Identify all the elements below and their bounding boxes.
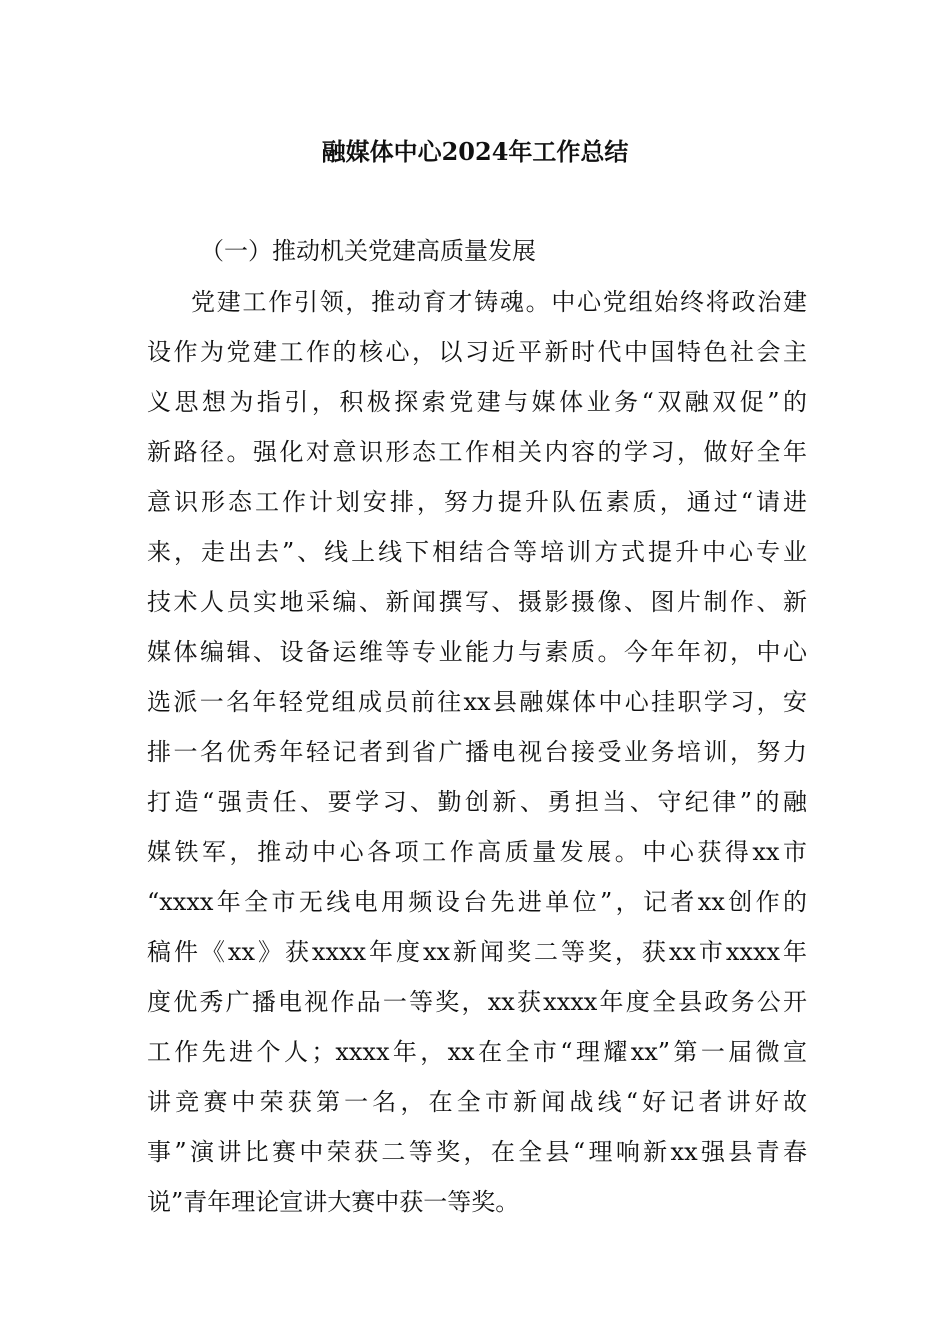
paragraph-line: 讲竞赛中荣获第一名，在全市新闻战线“好记者讲好故 (147, 1088, 807, 1116)
paragraph-line: 排一名优秀年轻记者到省广播电视台接受业务培训，努力 (147, 738, 807, 766)
paragraph-line: 新路径。强化对意识形态工作相关内容的学习，做好全年 (147, 438, 807, 466)
paragraph-line: 义思想为指引，积极探索党建与媒体业务“双融双促”的 (147, 388, 807, 416)
paragraph-line: 设作为党建工作的核心，以习近平新时代中国特色社会主 (147, 338, 807, 366)
paragraph-line: 媒铁军，推动中心各项工作高质量发展。中心获得xx市 (147, 838, 807, 866)
paragraph-line: 技术人员实地采编、新闻撰写、摄影摄像、图片制作、新 (147, 588, 807, 616)
paragraph-line: 说”青年理论宣讲大赛中获一等奖。 (147, 1188, 520, 1216)
paragraph-line: 事”演讲比赛中荣获二等奖，在全县“理响新xx强县青春 (147, 1138, 807, 1166)
paragraph-line: 党建工作引领，推动育才铸魂。中心党组始终将政治建 (191, 288, 807, 316)
paragraph-line: 意识形态工作计划安排，努力提升队伍素质，通过“请进 (147, 488, 807, 516)
paragraph-line: 选派一名年轻党组成员前往xx县融媒体中心挂职学习，安 (147, 688, 807, 716)
paragraph-line: 打造“强责任、要学习、勤创新、勇担当、守纪律”的融 (147, 788, 807, 816)
section-heading: （一）推动机关党建高质量发展 (200, 237, 536, 265)
body-paragraph (147, 282, 807, 1232)
paragraph-line: “xxxx年全市无线电用频设台先进单位”，记者xx创作的 (147, 888, 807, 916)
paragraph-line: 来，走出去”、线上线下相结合等培训方式提升中心专业 (147, 538, 807, 566)
paragraph-line: 工作先进个人；xxxx年，xx在全市“理耀xx”第一届微宣 (147, 1038, 807, 1066)
paragraph-line: 稿件《xx》获xxxx年度xx新闻奖二等奖，获xx市xxxx年 (147, 938, 807, 966)
paragraph-line: 度优秀广播电视作品一等奖，xx获xxxx年度全县政务公开 (147, 988, 807, 1016)
paragraph-line: 媒体编辑、设备运维等专业能力与素质。今年年初，中心 (147, 638, 807, 666)
document-title: 融媒体中心2024年工作总结 (321, 137, 629, 166)
